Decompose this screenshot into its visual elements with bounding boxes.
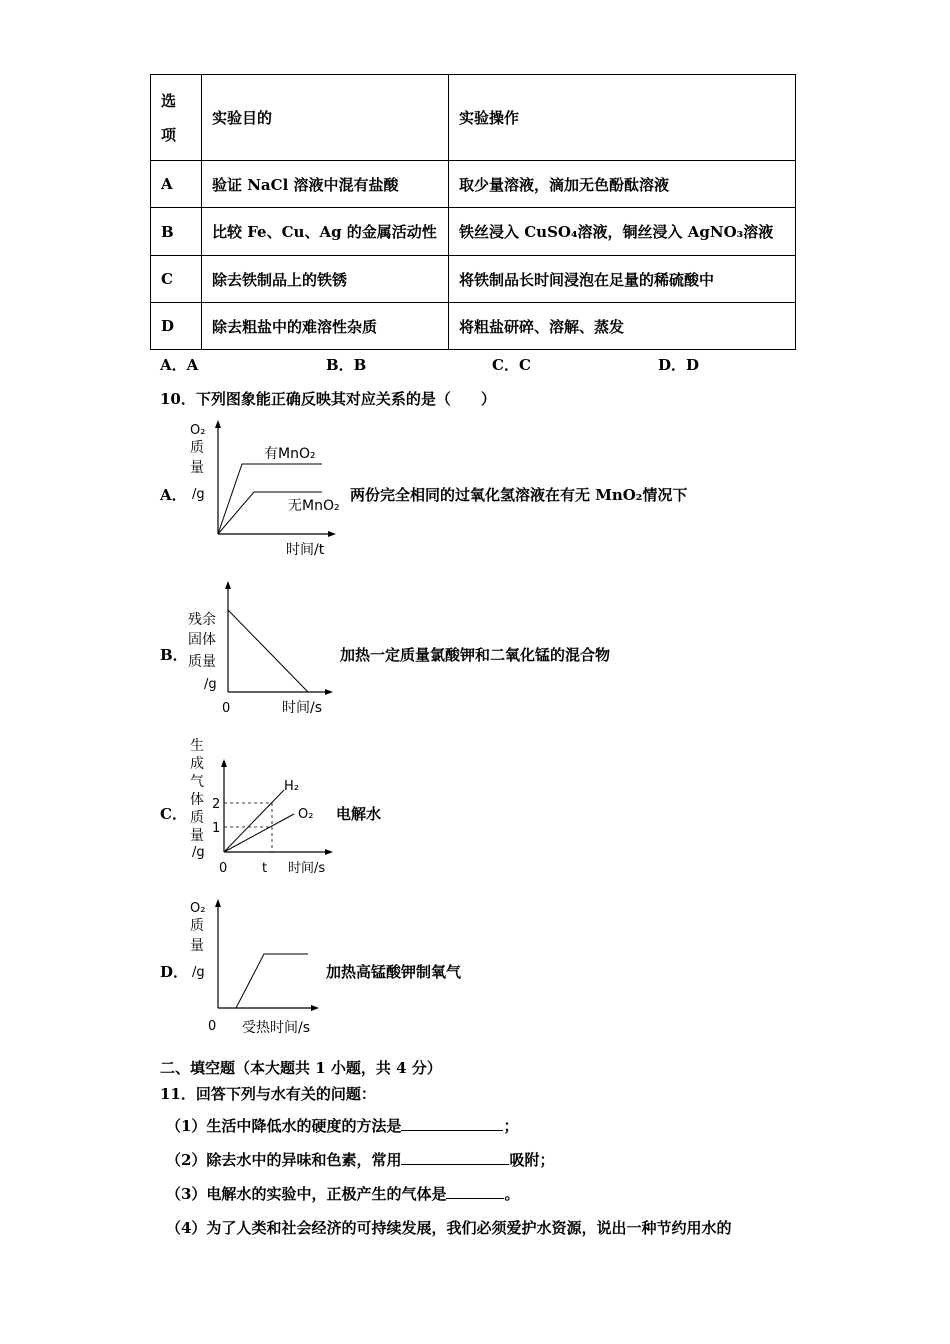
q10-c-label: C． xyxy=(160,805,187,823)
graph-b-origin: 0 xyxy=(222,701,231,716)
graph-b-ylabel-3: 质量 xyxy=(188,654,216,670)
graph-c-line-o2 xyxy=(224,814,294,852)
q10-d-label: D． xyxy=(160,963,189,981)
graph-d-xlabel: 受热时间/s xyxy=(242,1020,311,1036)
row-operation: 将铁制品长时间浸泡在足量的稀硫酸中 xyxy=(449,256,796,303)
q11-p1-blank[interactable] xyxy=(401,1116,503,1131)
q11-part-3 xyxy=(166,1183,519,1204)
graph-c xyxy=(186,728,346,878)
q9-option-b: B．B xyxy=(326,356,367,374)
q10-c-desc: 电解水 xyxy=(336,805,382,823)
table-row xyxy=(151,161,796,208)
graph-d-ylabel-2: 质 xyxy=(190,918,204,934)
row-option: C xyxy=(151,256,202,303)
graph-c-y-arrow xyxy=(221,759,227,767)
graph-a-line1-label: 有MnO₂ xyxy=(264,446,316,462)
graph-a-ylabel-2: 质 xyxy=(190,440,204,456)
row-option: B xyxy=(151,208,202,256)
graph-c-ylabel-7: /g xyxy=(192,845,205,860)
section-2-title: 二、填空题（本大题共 1 小题，共 4 分） xyxy=(160,1059,442,1077)
graph-d xyxy=(186,896,346,1042)
q11-p3-text: （3）电解水的实验中，正极产生的气体是 xyxy=(166,1185,447,1203)
graph-a-ylabel-1: O₂ xyxy=(190,423,206,438)
header-option: 选 项 xyxy=(151,75,202,161)
graph-b-ylabel-2: 固体 xyxy=(188,632,216,648)
header-purpose: 实验目的 xyxy=(202,75,449,161)
q11-p2-end: 吸附； xyxy=(509,1151,555,1169)
table-row xyxy=(151,303,796,350)
graph-c-h2-label: H₂ xyxy=(284,779,299,794)
graph-c-ylabel-1: 生 xyxy=(190,738,204,754)
graph-a-ylabel-3: 量 xyxy=(190,460,204,476)
q10-stem: 10．下列图象能正确反映其对应关系的是（ ） xyxy=(160,390,496,408)
graph-c-origin: 0 xyxy=(219,861,228,876)
q11-part-2 xyxy=(166,1149,554,1170)
q11-stem: 11．回答下列与水有关的问题： xyxy=(160,1085,376,1103)
q11-p3-end: 。 xyxy=(504,1185,520,1203)
graph-c-ylabel-6: 量 xyxy=(190,828,204,844)
q10-d-desc: 加热高锰酸钾制氧气 xyxy=(326,963,462,981)
graph-b-ylabel-4: /g xyxy=(204,677,217,692)
q10-b-label: B． xyxy=(160,646,188,664)
row-purpose: 比较 Fe、Cu、Ag 的金属活动性 xyxy=(202,208,449,256)
q11-p1-text: （1）生活中降低水的硬度的方法是 xyxy=(166,1117,402,1135)
q9-option-a: A．A xyxy=(160,356,199,374)
graph-b-xlabel: 时间/s xyxy=(282,700,323,716)
q11-part-1 xyxy=(166,1115,518,1136)
table-row xyxy=(151,208,796,256)
graph-b xyxy=(186,578,346,718)
row-operation: 取少量溶液，滴加无色酚酞溶液 xyxy=(449,161,796,208)
row-purpose: 除去铁制品上的铁锈 xyxy=(202,256,449,303)
graph-c-line-h2 xyxy=(224,790,284,852)
graph-c-tick-1: 1 xyxy=(212,821,221,836)
graph-a xyxy=(186,418,346,558)
graph-a-ylabel-4: /g xyxy=(192,487,205,502)
row-operation: 铁丝浸入 CuSO₄溶液，铜丝浸入 AgNO₃溶液 xyxy=(449,208,796,256)
q11-p3-blank[interactable] xyxy=(446,1184,504,1199)
q9-option-c: C．C xyxy=(492,356,531,374)
graph-a-y-arrow xyxy=(215,420,221,428)
graph-c-ylabel-2: 成 xyxy=(190,756,204,772)
q11-part-4: （4）为了人类和社会经济的可持续发展，我们必须爱护水资源，说出一种节约用水的 xyxy=(166,1219,732,1237)
header-operation: 实验操作 xyxy=(449,75,796,161)
table-row xyxy=(151,256,796,303)
graph-d-x-arrow xyxy=(311,1005,319,1011)
graph-a-line2-label: 无MnO₂ xyxy=(288,498,340,514)
graph-d-y-arrow xyxy=(215,899,221,907)
q9-option-d: D．D xyxy=(658,356,700,374)
graph-d-ylabel-1: O₂ xyxy=(190,901,206,916)
graph-c-x-arrow xyxy=(325,849,333,855)
q10-a-label: A． xyxy=(160,486,187,504)
graph-c-ylabel-3: 气 xyxy=(190,774,204,790)
graph-c-ylabel-5: 质 xyxy=(190,810,204,826)
graph-a-xlabel: 时间/t xyxy=(286,542,325,558)
graph-d-origin: 0 xyxy=(208,1019,217,1034)
q10-a-desc: 两份完全相同的过氧化氢溶液在有无 MnO₂情况下 xyxy=(350,486,688,504)
graph-c-tick-2: 2 xyxy=(212,797,221,812)
table-header-row xyxy=(151,75,796,161)
graph-b-ylabel-1: 残余 xyxy=(188,612,216,628)
q11-p2-blank[interactable] xyxy=(401,1150,509,1165)
graph-b-y-arrow xyxy=(225,581,231,589)
q10-b-desc: 加热一定质量氯酸钾和二氧化锰的混合物 xyxy=(340,646,611,664)
graph-d-ylabel-4: /g xyxy=(192,965,205,980)
row-operation: 将粗盐研碎、溶解、蒸发 xyxy=(449,303,796,350)
graph-b-line xyxy=(228,610,308,692)
graph-c-tick-t: t xyxy=(262,861,268,876)
experiment-table xyxy=(150,74,796,350)
row-option: A xyxy=(151,161,202,208)
q11-p1-end: ； xyxy=(503,1117,519,1135)
graph-c-xlabel: 时间/s xyxy=(288,861,326,876)
row-option: D xyxy=(151,303,202,350)
graph-c-o2-label: O₂ xyxy=(298,807,314,822)
graph-d-line xyxy=(236,954,308,1008)
graph-d-ylabel-3: 量 xyxy=(190,938,204,954)
graph-a-x-arrow xyxy=(328,531,336,537)
q11-p2-text: （2）除去水中的异味和色素，常用 xyxy=(166,1151,402,1169)
graph-c-ylabel-4: 体 xyxy=(190,792,204,808)
row-purpose: 验证 NaCl 溶液中混有盐酸 xyxy=(202,161,449,208)
row-purpose: 除去粗盐中的难溶性杂质 xyxy=(202,303,449,350)
graph-b-x-arrow xyxy=(325,689,333,695)
